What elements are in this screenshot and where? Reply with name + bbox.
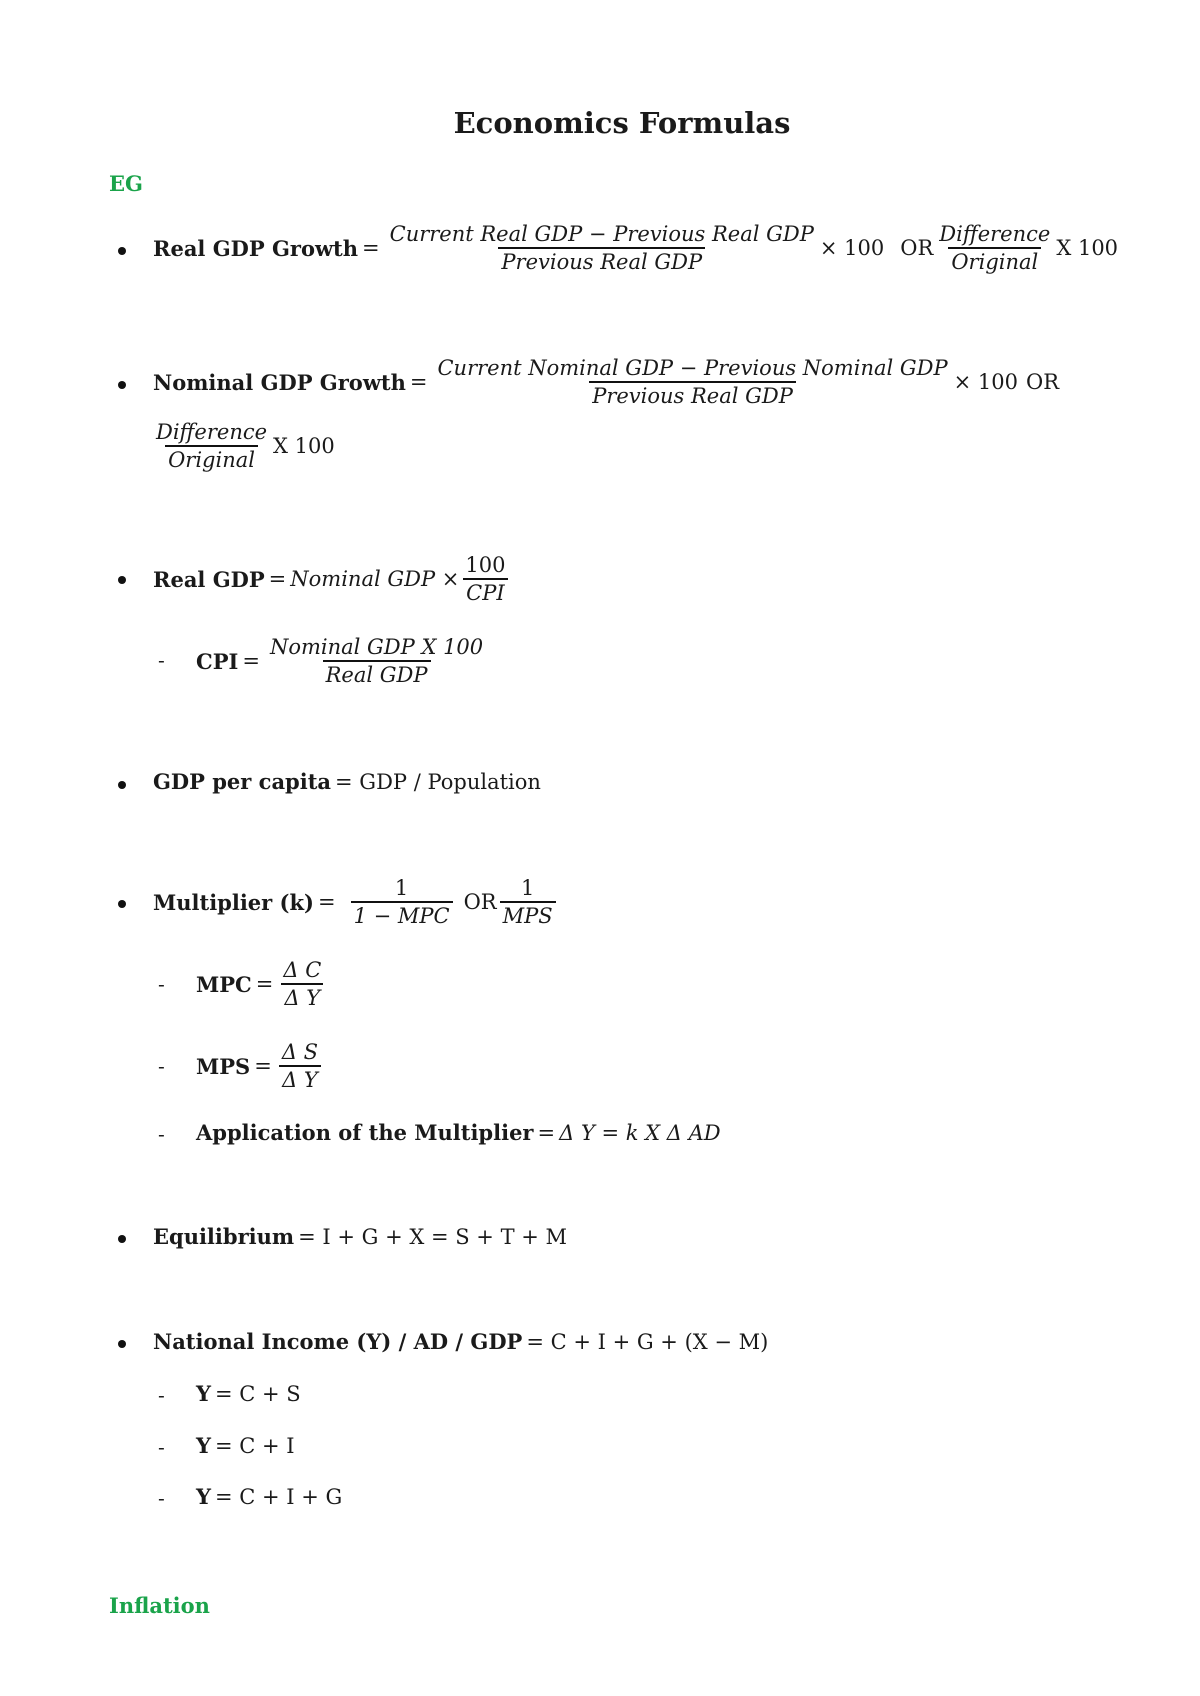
formula-label: National Income (Y) / AD / GDP — [153, 1329, 523, 1354]
formula-label: CPI — [196, 648, 239, 674]
fraction: $\frac{\text{Current Nominal GDP − Previous Nominal GDP}}{\text{Previous Real GDP}}$ — [437, 356, 948, 408]
formula-label: Y — [196, 1433, 211, 1458]
formula-national-income: National Income (Y) / AD / GDP = C + I + G + (X − M) — [153, 1329, 769, 1354]
formula-cpi: CPI = $\frac{\text{Nominal GDP X 100}}{\text{Real GDP}}$ — [196, 635, 489, 687]
formula-gdp-per-capita: GDP per capita = GDP / Population — [153, 769, 541, 794]
bullet-icon — [118, 247, 126, 255]
fraction: $\frac{\text{Difference}}{\text{Original}}$ — [939, 222, 1051, 274]
fraction: $\frac{1}{\text{1 − MPC}}$ — [351, 876, 453, 928]
dash-marker: - — [158, 1122, 165, 1146]
fraction: $\frac{\text{Δ S}}{\text{Δ Y}}$ — [279, 1040, 321, 1092]
formula-label: Real GDP — [153, 566, 265, 592]
formula-y-cig: Y = C + I + G — [196, 1484, 343, 1509]
formula-label: Y — [196, 1484, 211, 1509]
formula-real-gdp-growth: Real GDP Growth = $\frac{\text{Current Real GDP − Previous Real GDP}}{\text{Previous Real GDP}}$ × 100 OR $\frac{\text{Difference}}{\text{Original}}$ X 100 — [153, 222, 1119, 274]
dash-marker: - — [158, 1486, 165, 1510]
or-text: OR — [463, 890, 497, 914]
formula-nominal-gdp-growth-alt: $\frac{\text{Difference}}{\text{Original}}$ X 100 — [150, 420, 335, 472]
bullet-icon — [118, 900, 126, 908]
bullet-icon — [118, 576, 126, 584]
formula-y-ci: Y = C + I — [196, 1433, 295, 1458]
or-text: OR — [1025, 370, 1060, 394]
bullet-icon — [118, 781, 126, 789]
formula-mps: MPS = $\frac{\text{Δ S}}{\text{Δ Y}}$ — [196, 1040, 324, 1092]
fraction: $\frac{1}{\text{MPS}}$ — [500, 876, 556, 928]
formula-label: GDP per capita — [153, 769, 332, 794]
fraction: $\frac{\text{Difference}}{\text{Original}}$ — [156, 420, 268, 472]
formula-nominal-gdp-growth: Nominal GDP Growth = $\frac{\text{Current Nominal GDP − Previous Nominal GDP}}{\text{Previous Real GDP}}$ × 100 OR — [153, 356, 1060, 408]
formula-equilibrium: Equilibrium = I + G + X = S + T + M — [153, 1224, 568, 1249]
dash-marker: - — [158, 1435, 165, 1459]
formula-label: Nominal GDP Growth — [153, 369, 406, 395]
formula-mpc: MPC = $\frac{\text{Δ C}}{\text{Δ Y}}$ — [196, 958, 327, 1010]
fraction: $\frac{\text{Nominal GDP X 100}}{\text{Real GDP}}$ — [269, 635, 484, 687]
dash-marker: - — [158, 972, 165, 996]
formula-label: Multiplier (k) — [153, 889, 314, 915]
dash-marker: - — [158, 1383, 165, 1407]
formula-label: Real GDP Growth — [153, 235, 359, 261]
bullet-icon — [118, 381, 126, 389]
fraction: $\frac{\text{Current Real GDP − Previous Real GDP}}{\text{Previous Real GDP}}$ — [389, 222, 814, 274]
dash-marker: - — [158, 1054, 165, 1078]
formula-label: Equilibrium — [153, 1224, 295, 1249]
formula-label: MPS — [196, 1053, 251, 1079]
fraction: $\frac{\text{Δ C}}{\text{Δ Y}}$ — [283, 958, 322, 1010]
formula-application-multiplier: Application of the Multiplier = Δ Y = k X Δ AD — [196, 1120, 721, 1145]
formula-label: MPC — [196, 971, 252, 997]
section-heading-eg: EG — [109, 171, 143, 196]
formula-label: Y — [196, 1381, 211, 1406]
dash-marker: - — [158, 648, 165, 672]
formula-real-gdp: Real GDP = Nominal GDP × $\frac{100}{\text{CPI}}$ — [153, 553, 511, 605]
section-heading-inflation: Inflation — [109, 1593, 210, 1618]
bullet-icon — [118, 1340, 126, 1348]
fraction: $\frac{100}{\text{CPI}}$ — [462, 553, 508, 605]
page-title: Economics Formulas — [453, 106, 791, 140]
formula-y-cs: Y = C + S — [196, 1381, 301, 1406]
formula-multiplier: Multiplier (k) = $\frac{1}{\text{1 − MPC}}$ OR $\frac{1}{\text{MPS}}$ — [153, 876, 559, 928]
formula-label: Application of the Multiplier — [196, 1120, 534, 1145]
or-text: OR — [900, 236, 934, 260]
bullet-icon — [118, 1235, 126, 1243]
